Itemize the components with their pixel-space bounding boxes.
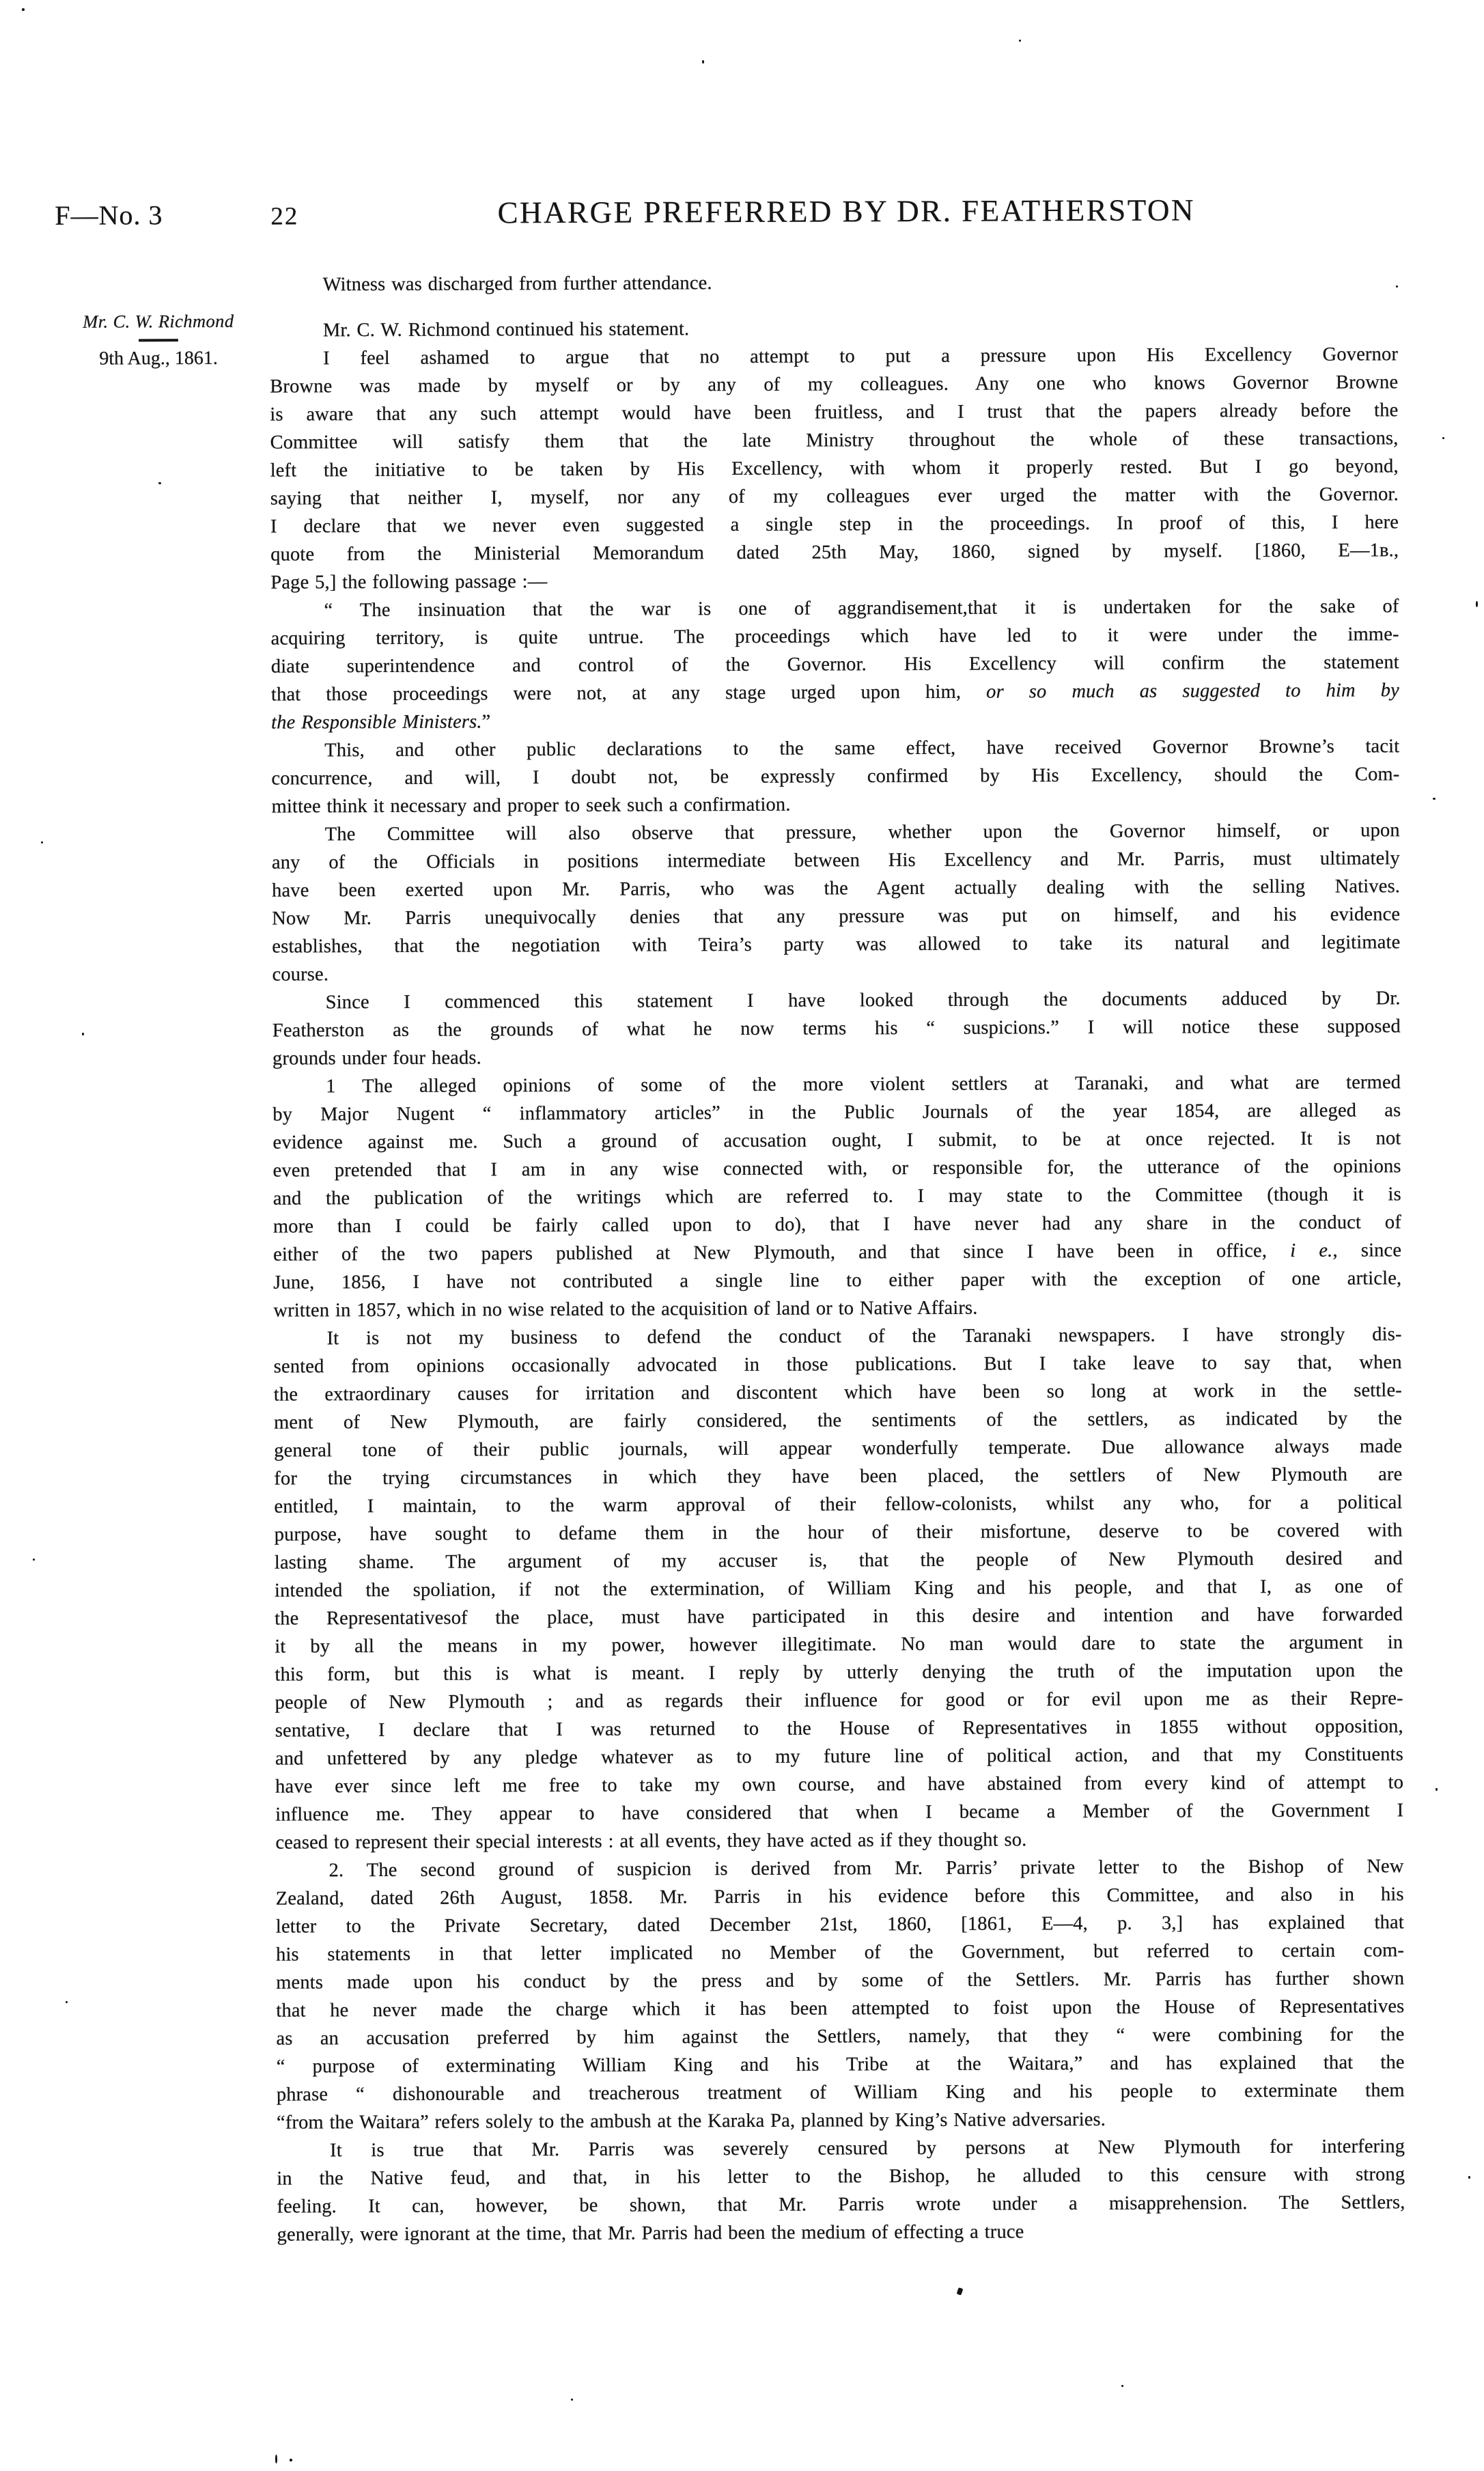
text-line: any of the Officials in positions intermediate between His Excellency and Mr. Parris, must ultimately xyxy=(271,848,1400,874)
text-line: general tone of their public journals, will appear wonderfully temperate. Due allowance always made xyxy=(274,1436,1403,1462)
text-line: Browne was made by myself or by any of my colleagues. Any one who knows Governor Browne xyxy=(270,372,1399,397)
scan-speck xyxy=(41,841,43,843)
text-line: generally, were ignorant at the time, that Mr. Parris had been the medium of effecting a truce xyxy=(277,2221,1024,2246)
scan-speck xyxy=(66,2001,68,2003)
text-line: This, and other public declarations to the same effect, have received Governor Browne’s tacit xyxy=(324,736,1400,762)
text-line: course. xyxy=(272,964,329,986)
text-line: saying that neither I, myself, nor any of my colleagues ever urged the matter with the Governor. xyxy=(270,484,1399,509)
text-line: evidence against me. Such a ground of accusation ought, I submit, to be at once rejected. It is not xyxy=(272,1128,1401,1154)
paragraph-statement-no-pressure xyxy=(270,340,1399,596)
text-line: is aware that any such attempt would have been fruitless, and I trust that the papers already before the xyxy=(270,400,1399,425)
text-line: phrase “ dishonourable and treacherous treatment of William King and his people to exterminate them xyxy=(276,2080,1405,2106)
text-line: sentative, I declare that I was returned to the House of Representatives in 1855 without opposition, xyxy=(275,1716,1403,1742)
text-line: diate superintendence and control of the Governor. His Excellency will confirm the statement xyxy=(270,652,1399,678)
text-line: either of the two papers published at New Plymouth, and that since I have been in office, i e., since xyxy=(273,1240,1402,1266)
text-line: Zealand, dated 26th August, 1858. Mr. Parris in his evidence before this Committee, and also in his xyxy=(275,1884,1404,1910)
text-line: Now Mr. Parris unequivocally denies that any pressure was put on himself, and his evidence xyxy=(272,904,1401,930)
text-line: lasting shame. The argument of my accuser is, that the people of New Plymouth desired and xyxy=(274,1548,1403,1574)
text-line: influence me. They appear to have considered that when I became a Member of the Government I xyxy=(275,1800,1404,1826)
margin-note-date: 9th Aug., 1861. xyxy=(99,347,218,369)
text-line: Featherston as the grounds of what he now terms his “ suspicions.” I will notice these supposed xyxy=(272,1016,1401,1042)
paragraph-richmond-continued xyxy=(270,312,1398,344)
scan-speck xyxy=(1476,601,1478,607)
paragraph-tacit-concurrence xyxy=(271,732,1399,820)
text-line: it by all the means in my power, however illegitimate. No man would dare to state the argument in xyxy=(275,1632,1403,1658)
text-line: the extraordinary causes for irritation and discontent which have been so long at work in the settle- xyxy=(273,1380,1402,1406)
text-line: left the initiative to be taken by His Excellency, with whom it properly rested. But I go beyond, xyxy=(270,456,1399,481)
text-line: Page 5,] the following passage :— xyxy=(270,571,548,594)
text-line: mittee think it necessary and proper to seek such a confirmation. xyxy=(271,794,791,818)
text-line: and unfettered by any pledge whatever as to my future line of political action, and that my Constituents xyxy=(275,1744,1403,1770)
text-line: in the Native feud, and that, in his letter to the Bishop, he alluded to this censure with strong xyxy=(277,2164,1405,2190)
statement-text-column xyxy=(270,266,1405,2248)
text-line: It is not my business to defend the conduct of the Taranaki newspapers. I have strongly dis- xyxy=(326,1324,1402,1350)
text-line: June, 1856, I have not contributed a single line to either paper with the exception of one article, xyxy=(273,1268,1402,1294)
scan-speck xyxy=(1468,2176,1470,2179)
text-line: more than I could be fairly called upon to do), that I have never had any share in the conduct of xyxy=(272,1212,1402,1238)
paragraph-taranaki-newspapers xyxy=(274,1320,1404,1856)
paragraph-parris-censured xyxy=(277,2132,1405,2248)
text-line: written in 1857, which in no wise related to the acquisition of land or to Native Affairs. xyxy=(273,1297,978,1322)
scan-speck xyxy=(1121,2385,1123,2387)
text-line: I declare that we never even suggested a single step in the proceedings. In proof of this, I here xyxy=(270,512,1399,538)
text-line: feeling. It can, however, be shown, that Mr. Parris wrote under a misapprehension. The Settlers, xyxy=(277,2192,1405,2218)
margin-note xyxy=(53,311,264,370)
text-line: that those proceedings were not, at any stage urged upon him, or so much as suggested to him by xyxy=(270,680,1400,706)
text-line: Witness was discharged from further attendance. xyxy=(322,273,712,296)
text-line: have ever since left me free to take my own course, and have abstained from every kind of attempt to xyxy=(275,1772,1404,1798)
text-line: Committee will satisfy them that the late Ministry throughout the whole of these transactions, xyxy=(270,428,1399,453)
text-line: concurrence, and will, I doubt not, be expressly confirmed by His Excellency, should the Com- xyxy=(271,764,1400,790)
paragraph-witness-discharged xyxy=(270,266,1398,298)
text-line: grounds under four heads. xyxy=(272,1047,481,1070)
scan-speck xyxy=(702,60,704,64)
text-line: establishes, that the negotiation with Teira’s party was allowed to take its natural and legitimate xyxy=(272,932,1401,958)
text-line: letter to the Private Secretary, dated December 21st, 1860, [1861, E—4, p. 3,] has explained that xyxy=(275,1912,1404,1938)
text-line: intended the spoliation, if not the extermination, of William King and his people, and that I, as one of xyxy=(274,1576,1403,1602)
text-line: Since I commenced this statement I have looked through the documents adduced by Dr. xyxy=(325,988,1401,1014)
scan-speck xyxy=(290,2459,292,2461)
text-line: the Responsible Ministers.” xyxy=(271,711,491,734)
text-line: by Major Nugent “ inflammatory articles” in the Public Journals of the year 1854, are alleged as xyxy=(272,1100,1401,1126)
document-reference: F—No. 3 xyxy=(55,199,163,231)
paragraph-first-ground xyxy=(272,1068,1401,1324)
text-line: quote from the Ministerial Memorandum dated 25th May, 1860, signed by myself. [1860, E—1ʙ., xyxy=(270,540,1399,566)
text-line: the Representativesof the place, must have participated in this desire and intention and have forwarded xyxy=(275,1604,1403,1630)
margin-note-name: Mr. C. W. Richmond xyxy=(83,310,234,332)
text-line: “ purpose of exterminating William King and his Tribe at the Waitara,” and has explained that the xyxy=(276,2052,1405,2078)
text-line: 1 The alleged opinions of some of the more violent settlers at Taranaki, and what are termed xyxy=(326,1072,1401,1098)
paragraph-memorandum-quote xyxy=(270,592,1399,736)
scan-speck xyxy=(1433,798,1436,800)
text-line: this form, but this is what is meant. I reply by utterly denying the truth of the imputation upon the xyxy=(275,1660,1403,1686)
scan-speck xyxy=(22,8,25,11)
text-line: Mr. C. W. Richmond continued his statement. xyxy=(322,318,690,341)
scan-speck xyxy=(33,1559,35,1561)
text-line: It is true that Mr. Parris was severely censured by persons at New Plymouth for interfering xyxy=(330,2136,1405,2162)
scan-speck xyxy=(1019,40,1021,42)
margin-note-rule xyxy=(139,339,178,341)
text-line: “from the Waitara” refers solely to the ambush at the Karaka Pa, planned by King’s Native adversaries. xyxy=(276,2108,1106,2134)
text-line: ment of New Plymouth, are fairly considered, the sentiments of the settlers, as indicated by the xyxy=(273,1408,1403,1434)
text-line: that he never made the charge which it has been attempted to foist upon the House of Representatives xyxy=(276,1996,1405,2022)
text-line: entitled, I maintain, to the warm approval of their fellow-colonists, whilst any who, for a political xyxy=(274,1492,1403,1518)
paragraph-four-heads xyxy=(272,984,1401,1072)
text-line: 2. The second ground of suspicion is derived from Mr. Parris’ private letter to the Bishop of New xyxy=(328,1856,1404,1882)
scan-speck xyxy=(1436,1788,1438,1791)
page-title: CHARGE PREFERRED BY DR. FEATHERSTON xyxy=(497,193,1196,230)
scan-speck xyxy=(1442,437,1444,439)
text-line: as an accusation preferred by him against the Settlers, namely, that they “ were combining for the xyxy=(276,2024,1405,2050)
page-number: 22 xyxy=(270,202,299,231)
text-line: ceased to represent their special interests : at all events, they have acted as if they thought so. xyxy=(275,1829,1027,1854)
text-line: his statements in that letter implicated no Member of the Government, but referred to certain com- xyxy=(275,1940,1405,1966)
text-line: The Committee will also observe that pressure, whether upon the Governor himself, or upon xyxy=(324,820,1400,846)
text-line: acquiring territory, is quite untrue. The proceedings which have led to it were under the imme- xyxy=(270,624,1399,650)
text-line: for the trying circumstances in which they have been placed, the settlers of New Plymouth are xyxy=(274,1464,1403,1490)
scan-speck xyxy=(82,1033,84,1035)
text-line: purpose, have sought to defame them in the hour of their misfortune, deserve to be covered with xyxy=(274,1520,1403,1546)
paragraph-second-ground xyxy=(275,1852,1405,2136)
text-line: and the publication of the writings which are referred to. I may state to the Committee (though it is xyxy=(272,1184,1401,1210)
text-line: ments made upon his conduct by the press and by some of the Settlers. Mr. Parris has further shown xyxy=(276,1968,1405,1994)
text-line: have been exerted upon Mr. Parris, who was the Agent actually dealing with the selling Natives. xyxy=(272,876,1401,902)
text-line: people of New Plymouth ; and as regards their influence for good or for evil upon me as their Repre- xyxy=(275,1688,1403,1714)
text-line: “ The insinuation that the war is one of aggrandisement,that it is undertaken for the sake of xyxy=(324,596,1399,622)
text-line: sented from opinions occasionally advocated in those publications. But I take leave to say that, when xyxy=(273,1352,1402,1378)
scan-speck xyxy=(571,2399,573,2401)
scan-speck xyxy=(1396,285,1398,288)
text-line: I feel ashamed to argue that no attempt to put a pressure upon His Excellency Governor xyxy=(323,344,1399,369)
scan-speck xyxy=(275,2455,277,2463)
scan-speck xyxy=(158,482,161,484)
paragraph-pressure-on-parris xyxy=(272,816,1401,988)
text-line: even pretended that I am in any wise connected with, or responsible for, the utterance of the opinions xyxy=(272,1156,1401,1182)
